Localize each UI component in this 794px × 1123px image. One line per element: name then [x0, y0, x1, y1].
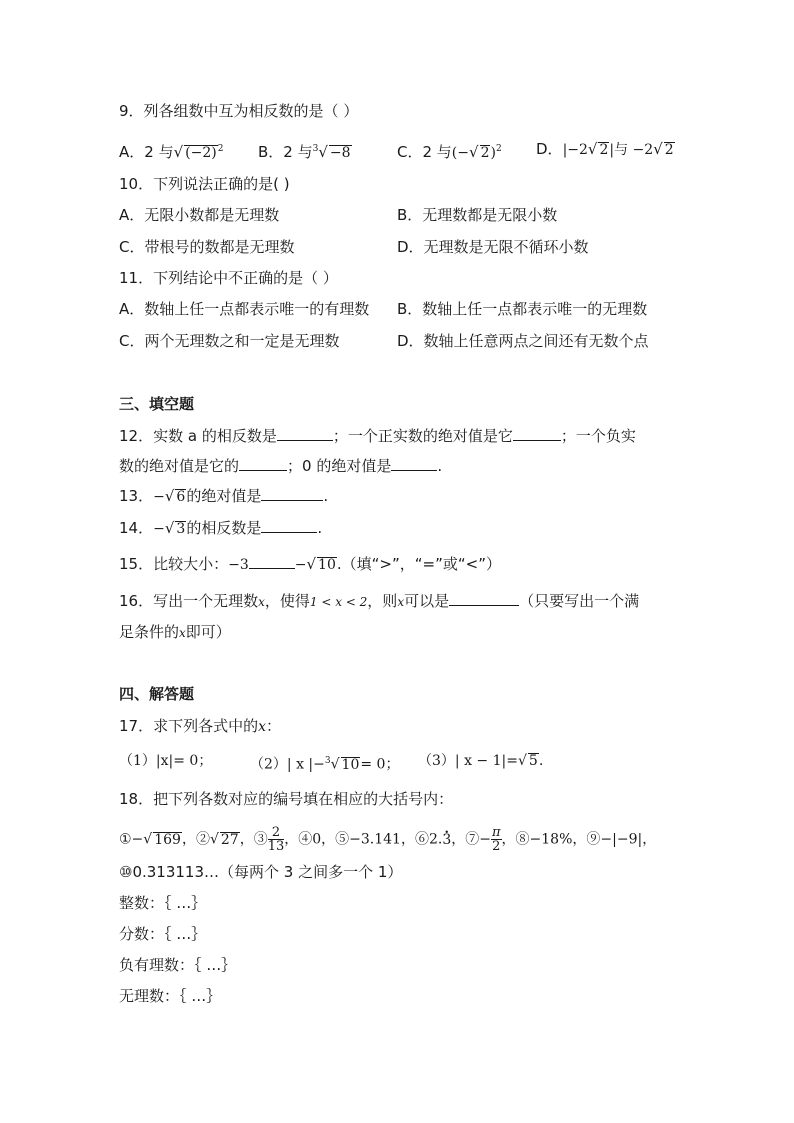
q12-blank-4[interactable] [391, 456, 437, 471]
q17-stem: 17．求下列各式中的x： [119, 717, 282, 735]
q12-blank-1[interactable] [277, 426, 333, 441]
q18-category-integers: 整数：｛ …｝ [119, 894, 207, 912]
q18-category-fractions: 分数：｛ …｝ [119, 925, 207, 943]
q17-part-1: （1）|x|= 0； [119, 753, 213, 769]
q14-blank[interactable] [261, 518, 317, 533]
q9-option-d: D．|−2√ 2|与 −2√ 2 [536, 140, 674, 158]
q12-blank-2[interactable] [513, 426, 561, 441]
q11-option-a: A．数轴上任一点都表示唯一的有理数 [119, 300, 370, 318]
section-heading-answer: 四、解答题 [119, 685, 195, 703]
q16-blank[interactable] [449, 591, 519, 606]
q18-category-irrationals: 无理数：｛ …｝ [119, 987, 222, 1005]
q12-line-1: 12．实数 a 的相反数是 ；一个正实数的绝对值是它 ；一个负实 [119, 427, 636, 445]
fraction-2-13: $\frac{2}{13}$ [267, 825, 285, 854]
q9-option-c: C．2 与(−√ 2)$^2$ [397, 143, 502, 161]
q10-stem: 10．下列说法正确的是( ) [119, 175, 290, 193]
q11-stem: 11．下列结论中不正确的是（ ） [119, 269, 338, 287]
q18-stem: 18．把下列各数对应的编号填在相应的大括号内： [119, 790, 454, 808]
q12-blank-3[interactable] [239, 456, 287, 471]
q18-number-list-2: ⑩0.313113…（每两个 3 之间多一个 1） [119, 863, 403, 881]
q15-blank[interactable] [249, 554, 295, 569]
q9-option-a: A．2 与√ $(-2)^2$ [119, 143, 224, 161]
q9-stem: 9．列各组数中互为相反数的是（ ） [119, 102, 359, 120]
q12-line-2: 数的绝对值是它的 ；0 的绝对值是 . [119, 457, 443, 475]
fraction-pi-2: $\frac{\pi}{2}$ [491, 825, 501, 854]
q13-blank[interactable] [261, 486, 323, 501]
q11-option-c: C．两个无理数之和一定是无理数 [119, 332, 340, 350]
q18-category-negative-rationals: 负有理数：｛ …｝ [119, 956, 237, 974]
q10-option-b: B．无理数都是无限小数 [397, 206, 558, 224]
q16-line-1: 16．写出一个无理数x，使得1 < x < 2，则x可以是 （只要写出一个满 [119, 592, 640, 610]
q17-part-3: （3）| x − 1|=√ 5. [418, 753, 544, 769]
q15: 15．比较大小：−3 −√ 10.（填“>”，“=”或“<”） [119, 555, 501, 573]
repeating-dot-3: 3 • [442, 832, 451, 848]
q10-option-d: D．无理数是无限不循环小数 [397, 238, 589, 256]
q14: 14．−√ 3的相反数是 . [119, 519, 323, 537]
q9-option-b: B．2 与$^3$√ −8 [258, 143, 351, 161]
q16-line-2: 足条件的x即可） [119, 623, 231, 641]
q10-option-c: C．带根号的数都是无理数 [119, 238, 295, 256]
q11-option-b: B．数轴上任一点都表示唯一的无理数 [397, 300, 648, 318]
q18-number-list: ①−√ 169，②√ 27，③ $\frac{2}{13}$ ，④0，⑤−3.141，⑥2.3 •，⑦− $\frac{\pi}{2}$ ，⑧−18%，⑨−|−9|， [119, 826, 656, 853]
q11-option-d: D．数轴上任意两点之间还有无数个点 [397, 332, 649, 350]
q17-part-2: （2）| x |−$^3$√ 10= 0； [250, 756, 400, 773]
section-heading-fill-in: 三、填空题 [119, 395, 195, 413]
q10-option-a: A．无限小数都是无理数 [119, 206, 280, 224]
q13: 13．−√ 6的绝对值是 . [119, 487, 329, 505]
